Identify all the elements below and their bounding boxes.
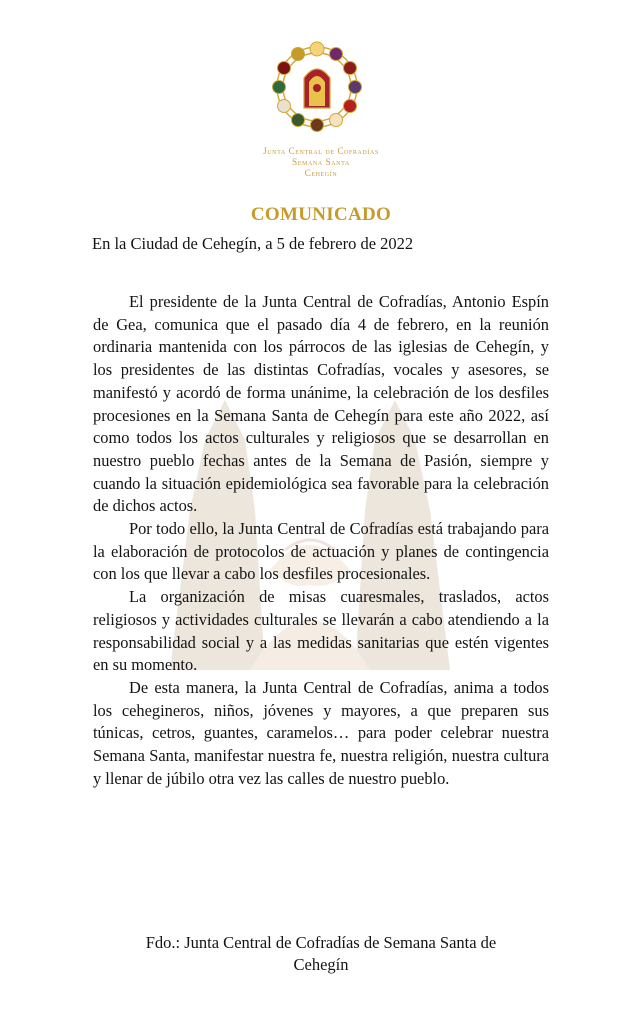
paragraph: De esta manera, la Junta Central de Cofradías, anima a todos los cehegineros, niños, jóvenes y mayores, a que preparen sus túnicas, cetros, guantes, caramelos… para poder celebrar nuestra Semana Santa, manifestar nuestra fe, nuestra religión, nuestra cultura y llenar de júbilo otra vez las calles de nuestro pueblo. (93, 677, 549, 788)
signature-line-2: Cehegín (293, 955, 349, 974)
paragraph: La organización de misas cuaresmales, traslados, actos religiosos y actividades culturales se llevarán a cabo atendiendo a la responsabilidad social y a las medidas sanitarias que estén vigentes en su momento. (93, 587, 549, 675)
signature-line-1: Fdo.: Junta Central de Cofradías de Semana Santa de (145, 933, 497, 952)
org-name-line-3: Cehegín (304, 168, 338, 178)
body-text (93, 291, 549, 790)
paragraph: Por todo ello, la Junta Central de Cofradías está trabajando para la elaboración de protocolos de actuación y planes de contingencia con los que llevar a cabo los desfiles procesionales. (93, 519, 549, 584)
paragraph: El presidente de la Junta Central de Cofradías, Antonio Espín de Gea, comunica que el pasado día 4 de febrero, en la reunión ordinaria mantenida con los párrocos de las iglesias de Cehegín, y los presidentes de las distintas Cofradías, vocales y asesores, se manifestó y acordó de forma unánime, la celebración de los desfiles procesiones en la Semana Santa de Cehegín para este año 2022, así como todos los actos culturales y religiosos que se desarrollan en nuestro pueblo fechas antes de la Semana de Pasión, siempre y cuando la situación epidemiológica sea favorable para la celebración de dichos actos. (93, 292, 549, 516)
dateline: En la Ciudad de Cehegín, a 5 de febrero de 2022 (92, 234, 414, 253)
org-name-line-2: Semana Santa (292, 157, 350, 167)
document-title: COMUNICADO (250, 204, 392, 225)
org-name-line-1: Junta Central de Cofradías (263, 146, 379, 156)
signature (96, 932, 546, 976)
cofradias-emblem-icon (271, 40, 363, 136)
